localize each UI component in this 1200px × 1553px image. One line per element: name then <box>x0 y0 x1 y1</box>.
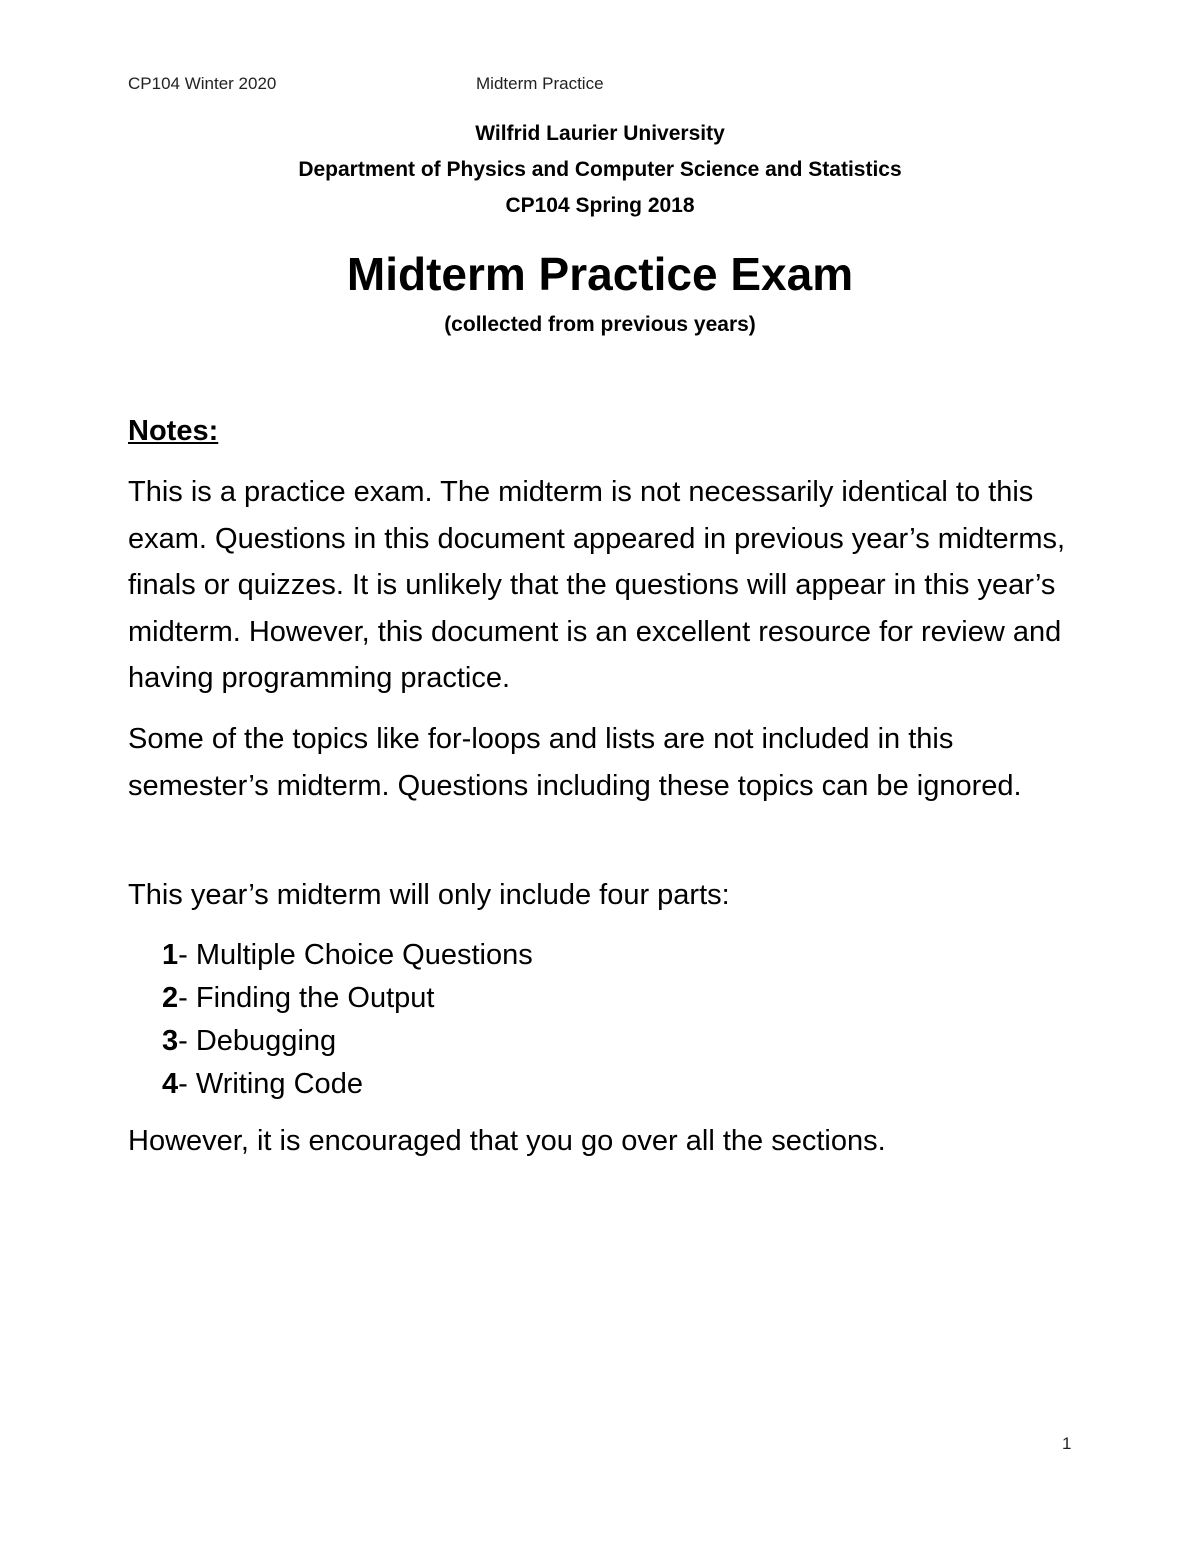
list-item <box>162 1020 533 1063</box>
part-number: 1 <box>162 939 179 971</box>
part-label: - Finding the Output <box>178 982 435 1014</box>
list-item <box>162 1063 533 1106</box>
running-header <box>128 74 1072 98</box>
university-name: Wilfrid Laurier University <box>475 122 725 145</box>
header-doc-title: Midterm Practice <box>476 74 604 93</box>
exam-subtitle: (collected from previous years) <box>444 313 756 336</box>
part-number: 3 <box>162 1025 179 1057</box>
list-item <box>162 977 533 1020</box>
notes-heading: Notes: <box>128 415 219 447</box>
exam-title: Midterm Practice Exam <box>346 248 854 300</box>
header-course-term: CP104 Winter 2020 <box>128 74 277 93</box>
part-label: - Multiple Choice Questions <box>178 939 533 971</box>
notes-paragraph-1: This is a practice exam. The midterm is not necessarily identical to this exam. Questions in this document appeared in previous year’s midterms, finals or quizzes. It is unlikely that the questions will appear in this year’s midterm. However, this document is an excellent resource for review and having programming practice. <box>128 476 1066 694</box>
notes-paragraph-4: However, it is encouraged that you go over all the sections. <box>128 1125 886 1157</box>
part-number: 2 <box>162 982 179 1014</box>
part-label: - Debugging <box>178 1025 337 1057</box>
part-label: - Writing Code <box>178 1068 363 1100</box>
notes-paragraph-3: This year’s midterm will only include four parts: <box>128 879 730 911</box>
list-item <box>162 934 533 977</box>
notes-paragraph-2: Some of the topics like for-loops and lists are not included in this semester’s midterm. Questions including these topics can be ignored. <box>128 723 1022 802</box>
department-name: Department of Physics and Computer Science and Statistics <box>298 158 902 181</box>
part-number: 4 <box>162 1068 179 1100</box>
course-code: CP104 Spring 2018 <box>505 194 695 217</box>
page-number: 1 <box>1062 1434 1072 1453</box>
parts-list <box>162 934 533 1106</box>
title-block <box>0 116 1200 224</box>
